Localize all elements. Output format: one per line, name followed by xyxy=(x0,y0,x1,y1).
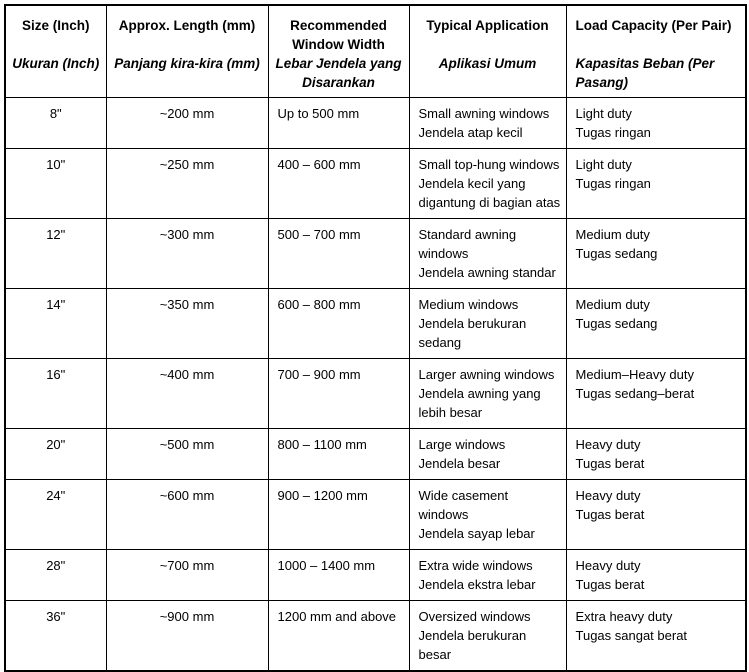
window-stay-size-table xyxy=(4,4,747,672)
application-en: Small top-hung windows xyxy=(418,157,560,172)
load-capacity-cell xyxy=(566,359,746,429)
size-cell: 12" xyxy=(5,219,106,289)
header-size-id: Ukuran (Inch) xyxy=(12,56,100,71)
table-body xyxy=(5,98,746,672)
load-capacity-en: Heavy duty xyxy=(575,558,641,573)
application-en: Standard awning windows xyxy=(418,227,517,261)
table-row xyxy=(5,429,746,480)
application-en: Large windows xyxy=(418,437,506,452)
load-capacity-cell xyxy=(566,550,746,601)
load-capacity-cell xyxy=(566,480,746,550)
approx-length-cell: ~200 mm xyxy=(106,98,268,149)
header-application xyxy=(409,5,566,98)
header-size xyxy=(5,5,106,98)
load-capacity-id: Tugas sedang xyxy=(575,316,658,331)
load-capacity-en: Light duty xyxy=(575,157,632,172)
application-cell xyxy=(409,149,566,219)
size-cell: 14" xyxy=(5,289,106,359)
window-width-cell: 600 – 800 mm xyxy=(268,289,409,359)
size-cell: 28" xyxy=(5,550,106,601)
header-application-id: Aplikasi Umum xyxy=(438,56,537,71)
load-capacity-cell xyxy=(566,429,746,480)
table-row xyxy=(5,550,746,601)
application-id: Jendela besar xyxy=(418,456,501,471)
header-size-en: Size (Inch) xyxy=(21,18,90,33)
table-row xyxy=(5,219,746,289)
window-width-cell: 800 – 1100 mm xyxy=(268,429,409,480)
size-cell: 16" xyxy=(5,359,106,429)
application-en: Wide casement windows xyxy=(418,488,509,522)
approx-length-cell: ~500 mm xyxy=(106,429,268,480)
application-id: Jendela kecil yang digantung di bagian atas xyxy=(418,176,561,210)
header-application-en: Typical Application xyxy=(426,18,549,33)
size-cell: 20" xyxy=(5,429,106,480)
application-id: Jendela sayap lebar xyxy=(418,526,535,541)
header-row xyxy=(5,5,746,98)
application-id: Jendela ekstra lebar xyxy=(418,577,536,592)
application-cell xyxy=(409,480,566,550)
header-approx-length-id: Panjang kira-kira (mm) xyxy=(114,56,260,71)
load-capacity-id: Tugas berat xyxy=(575,507,645,522)
table-row xyxy=(5,480,746,550)
header-window-width xyxy=(268,5,409,98)
application-en: Oversized windows xyxy=(418,609,531,624)
table-row xyxy=(5,98,746,149)
application-id: Jendela awning yang lebih besar xyxy=(418,386,541,420)
application-cell xyxy=(409,601,566,672)
application-id: Jendela awning standar xyxy=(418,265,556,280)
load-capacity-id: Tugas sedang–berat xyxy=(575,386,695,401)
approx-length-cell: ~350 mm xyxy=(106,289,268,359)
load-capacity-cell xyxy=(566,601,746,672)
application-id: Jendela berukuran sedang xyxy=(418,316,527,350)
application-cell xyxy=(409,550,566,601)
approx-length-cell: ~300 mm xyxy=(106,219,268,289)
load-capacity-id: Tugas berat xyxy=(575,577,645,592)
application-id: Jendela berukuran besar xyxy=(418,628,527,662)
size-cell: 36" xyxy=(5,601,106,672)
load-capacity-cell xyxy=(566,149,746,219)
application-en: Extra wide windows xyxy=(418,558,533,573)
window-width-cell: 1200 mm and above xyxy=(268,601,409,672)
load-capacity-en: Extra heavy duty xyxy=(575,609,673,624)
table-header xyxy=(5,5,746,98)
table-row xyxy=(5,289,746,359)
approx-length-cell: ~700 mm xyxy=(106,550,268,601)
load-capacity-id: Tugas sedang xyxy=(575,246,658,261)
load-capacity-en: Heavy duty xyxy=(575,437,641,452)
load-capacity-en: Light duty xyxy=(575,106,632,121)
load-capacity-id: Tugas berat xyxy=(575,456,645,471)
size-cell: 10" xyxy=(5,149,106,219)
table-row xyxy=(5,601,746,672)
load-capacity-cell xyxy=(566,98,746,149)
approx-length-cell: ~600 mm xyxy=(106,480,268,550)
load-capacity-en: Medium–Heavy duty xyxy=(575,367,694,382)
approx-length-cell: ~250 mm xyxy=(106,149,268,219)
header-approx-length-en: Approx. Length (mm) xyxy=(118,18,256,33)
header-load-capacity-id: Kapasitas Beban (Per Pasang) xyxy=(575,56,715,90)
table-row xyxy=(5,149,746,219)
application-cell xyxy=(409,429,566,480)
load-capacity-cell xyxy=(566,219,746,289)
header-window-width-en: Recommended Window Width xyxy=(290,18,387,52)
application-id: Jendela atap kecil xyxy=(418,125,523,140)
load-capacity-cell xyxy=(566,289,746,359)
window-width-cell: 900 – 1200 mm xyxy=(268,480,409,550)
application-cell xyxy=(409,98,566,149)
application-en: Larger awning windows xyxy=(418,367,555,382)
load-capacity-en: Heavy duty xyxy=(575,488,641,503)
header-load-capacity xyxy=(566,5,746,98)
window-width-cell: 1000 – 1400 mm xyxy=(268,550,409,601)
table-row xyxy=(5,359,746,429)
header-window-width-id: Lebar Jendela yang Disarankan xyxy=(275,56,402,90)
header-approx-length xyxy=(106,5,268,98)
approx-length-cell: ~900 mm xyxy=(106,601,268,672)
application-en: Small awning windows xyxy=(418,106,550,121)
load-capacity-id: Tugas ringan xyxy=(575,176,651,191)
load-capacity-id: Tugas ringan xyxy=(575,125,651,140)
window-width-cell: 700 – 900 mm xyxy=(268,359,409,429)
load-capacity-en: Medium duty xyxy=(575,297,650,312)
application-en: Medium windows xyxy=(418,297,519,312)
window-width-cell: 500 – 700 mm xyxy=(268,219,409,289)
application-cell xyxy=(409,359,566,429)
size-cell: 8" xyxy=(5,98,106,149)
application-cell xyxy=(409,289,566,359)
approx-length-cell: ~400 mm xyxy=(106,359,268,429)
application-cell xyxy=(409,219,566,289)
header-load-capacity-en: Load Capacity (Per Pair) xyxy=(575,18,732,33)
load-capacity-en: Medium duty xyxy=(575,227,650,242)
window-width-cell: 400 – 600 mm xyxy=(268,149,409,219)
window-width-cell: Up to 500 mm xyxy=(268,98,409,149)
size-cell: 24" xyxy=(5,480,106,550)
load-capacity-id: Tugas sangat berat xyxy=(575,628,688,643)
